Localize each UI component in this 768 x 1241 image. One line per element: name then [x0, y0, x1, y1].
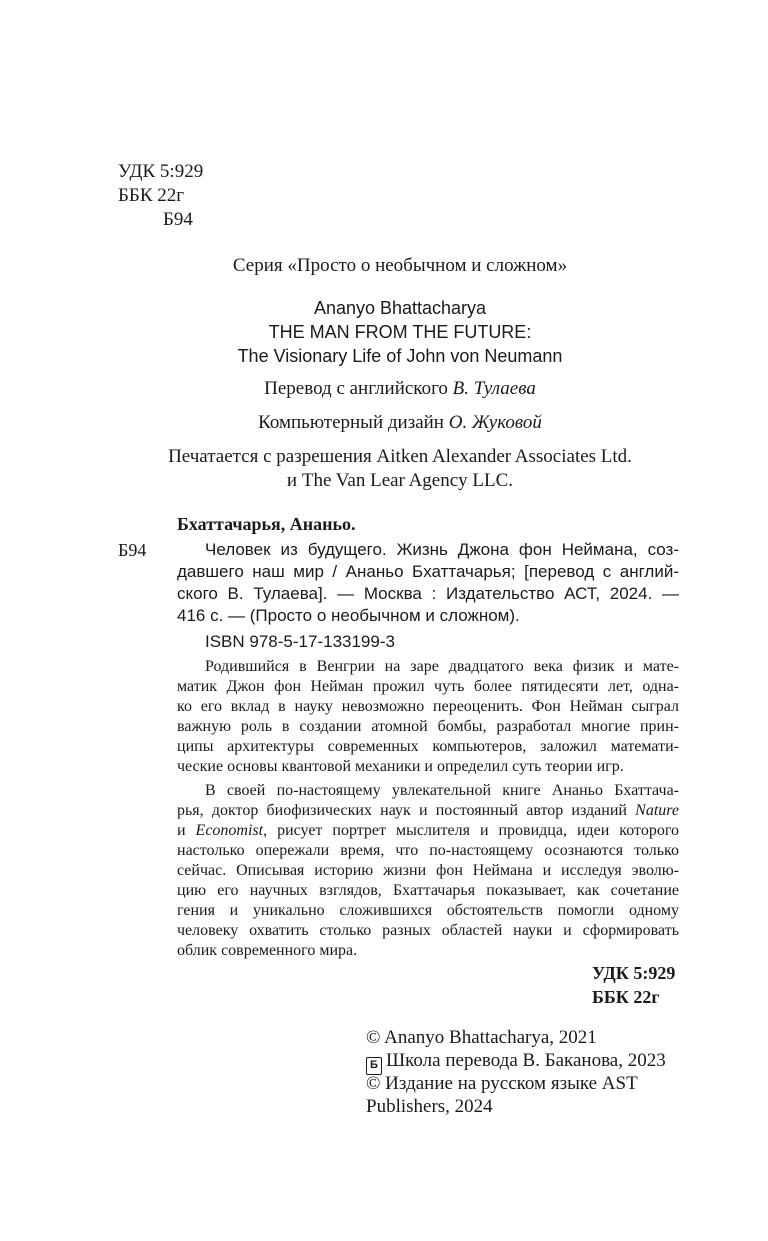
author-mark: Б94 — [163, 209, 193, 230]
catalog-line: давшего наш мир / Ананьо Бхаттачарья; [перевод с англий- — [177, 562, 679, 581]
abstract-line: важную роль в создании атомной бомбы, разработал многие прин- — [177, 718, 679, 735]
abstract-line: цию его научных взглядов, Бхаттачарья показывает, как сочетание — [177, 882, 679, 899]
isbn: ISBN 978-5-17-133199-3 — [205, 632, 395, 651]
bbk-code: ББК 22г — [118, 185, 185, 206]
catalog-line: ского В. Тулаева]. — Москва : Издательство АСТ, 2024. — — [177, 584, 679, 603]
abstract-text: рья, доктор биофизических наук и постоянный автор изданий — [177, 802, 636, 819]
permission-line-2: и The Van Lear Agency LLC. — [286, 470, 514, 491]
permission-line-1: Печатается с разрешения Aitken Alexander Associates Ltd. — [168, 446, 632, 467]
abstract-line: ческие основы квантовой механики и определил суть теории игр. — [177, 758, 624, 775]
translation-school-logo-icon: Б — [366, 1057, 382, 1075]
translator-name: В. Тулаева — [452, 378, 536, 399]
design-credit — [0, 411, 768, 435]
abstract-line: В своей по-настоящему увлекательной книге Ананьо Бхаттача- — [205, 782, 679, 799]
translation-credit — [0, 377, 768, 401]
abstract-line — [177, 801, 679, 821]
copyright-author: © Ananyo Bhattacharya, 2021 — [366, 1027, 597, 1048]
abstract-line — [177, 821, 679, 841]
translation-label: Перевод с английского — [264, 378, 453, 399]
abstract-text: и — [177, 822, 196, 839]
catalog-line: Человек из будущего. Жизнь Джона фон Неймана, соз- — [205, 540, 679, 559]
abstract-line: ко его вклад в науку невозможно переоценить. Фон Нейман сыграл — [177, 698, 679, 715]
copyright-translation-text: Школа перевода В. Баканова, 2023 — [386, 1050, 666, 1071]
copyright-edition: © Издание на русском языке AST — [366, 1073, 638, 1094]
catalog-line: 416 с. — (Просто о необычном и сложном). — [177, 606, 520, 625]
journal-name: Economist — [195, 822, 264, 839]
abstract-line: настолько опережали время, что по-настоящему осознаются только — [177, 842, 679, 859]
abstract-text: , рисует портрет мыслителя и провидца, идеи которого — [263, 822, 679, 839]
catalog-mark: Б94 — [118, 540, 147, 560]
series-line: Серия «Просто о необычном и сложном» — [232, 255, 568, 276]
designer-name: О. Жуковой — [448, 412, 542, 433]
copyright-publisher: Publishers, 2024 — [366, 1096, 493, 1117]
journal-name: Nature — [635, 802, 679, 819]
original-title: THE MAN FROM THE FUTURE: — [268, 322, 532, 342]
catalog-heading: Бхаттачарья, Ананьо. — [177, 514, 356, 534]
udk-code-bottom: УДК 5:929 — [592, 963, 676, 983]
design-label: Компьютерный дизайн — [258, 412, 449, 433]
abstract-line: гения и уникально сложившихся обстоятельств помогли одному — [177, 902, 679, 919]
abstract-line: сейчас. Описывая историю жизни фон Неймана и исследуя эволю- — [177, 862, 679, 879]
abstract-line: ципы архитектуры современных компьютеров, заложил математи- — [177, 738, 679, 755]
abstract — [177, 657, 679, 961]
abstract-line: Родившийся в Венгрии на заре двадцатого века физик и мате- — [205, 658, 679, 675]
abstract-line: человеку охватить столько разных областей науки и сформировать — [177, 922, 679, 939]
original-author: Ananyo Bhattacharya — [313, 298, 487, 318]
abstract-line: матик Джон фон Нейман прожил чуть более пятидесяти лет, одна- — [177, 678, 679, 695]
original-subtitle: The Visionary Life of John von Neumann — [237, 346, 563, 366]
udk-code: УДК 5:929 — [118, 161, 204, 182]
bbk-code-bottom: ББК 22г — [592, 987, 660, 1007]
catalog-description — [177, 539, 679, 627]
abstract-line: облик современного мира. — [177, 942, 358, 959]
